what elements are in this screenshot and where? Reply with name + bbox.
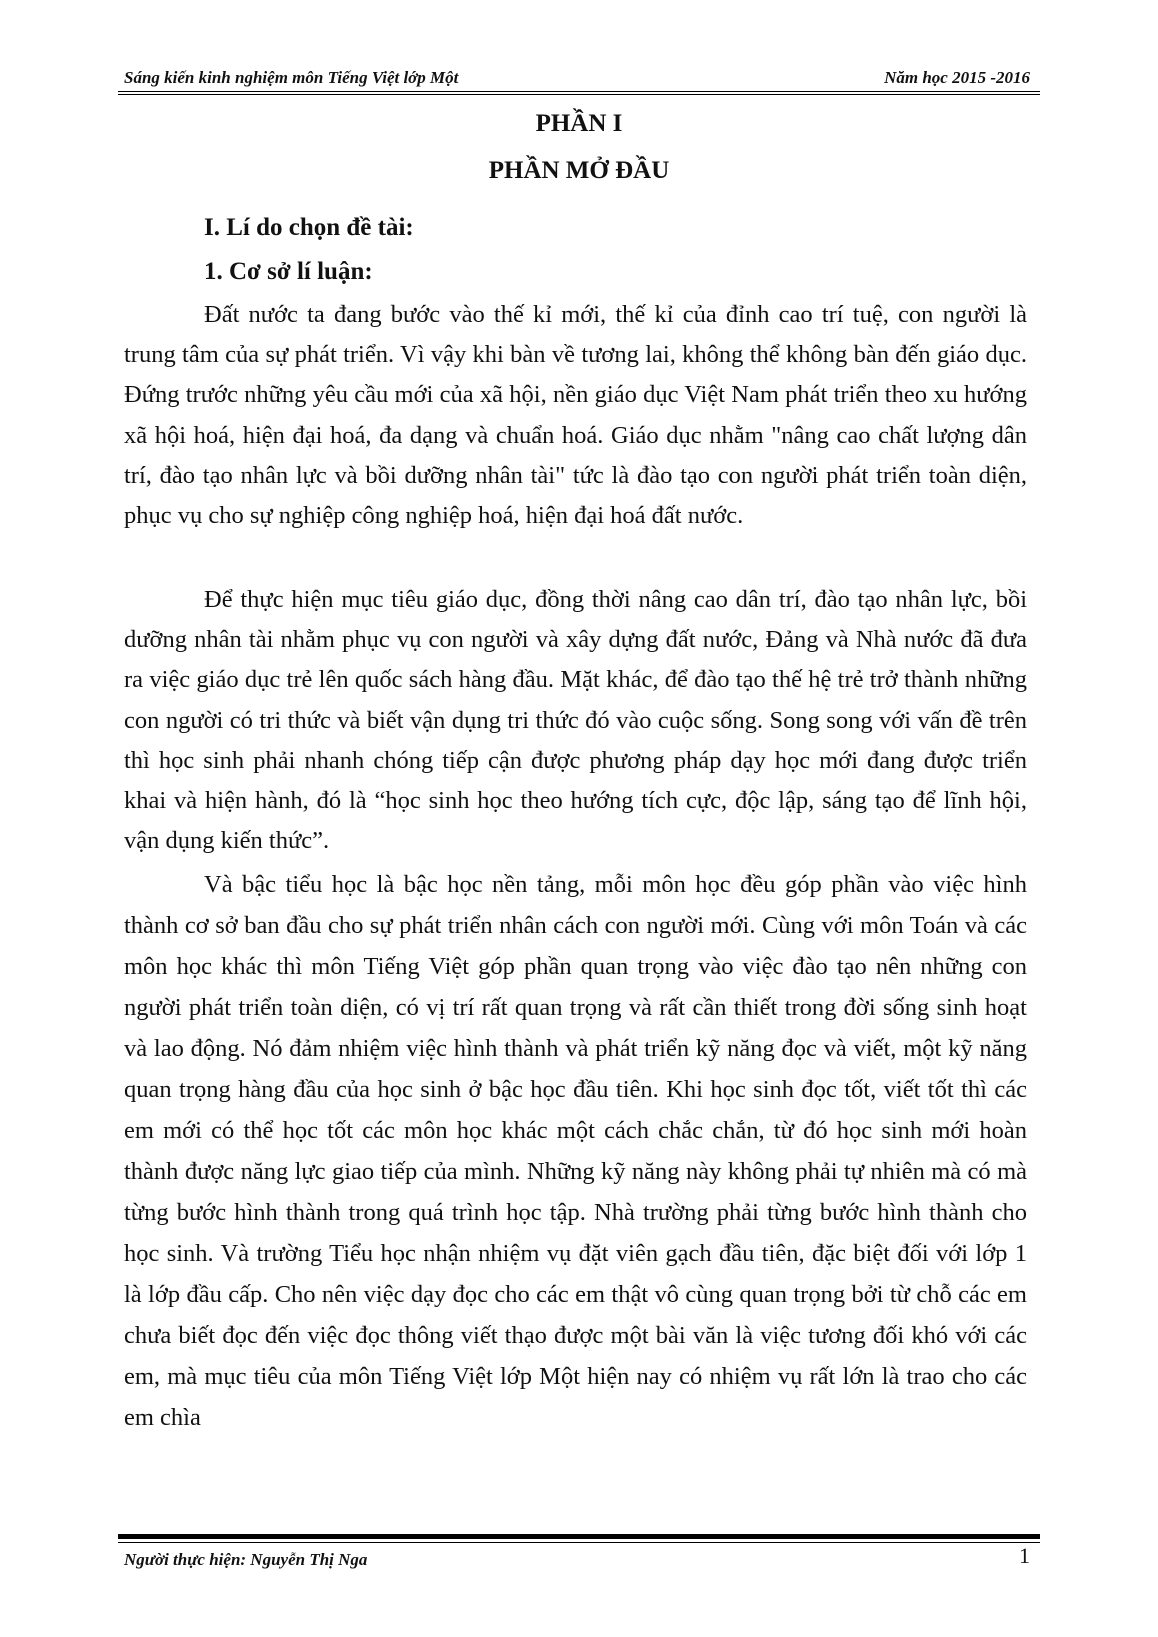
header-school-year: Năm học 2015 -2016 (884, 68, 1030, 87)
footer-author: Người thực hiện: Nguyễn Thị Nga (124, 1550, 368, 1569)
paragraph-text: Đất nước ta đang bước vào thế kỉ mới, thế kỉ của đỉnh cao trí tuệ, con người là trung tâm của sự phát triển. Vì vậy khi bàn về tương lai, không thể không bàn đến giáo dục. Đứng trước những yêu cầu mới của xã hội, nền giáo dục Việt Nam phát triển theo xu hướng xã hội hoá, hiện đại hoá, đa dạng và chuẩn hoá. Giáo dục nhằm "nâng cao chất lượng dân trí, đào tạo nhân lực và bồi dưỡng nhân tài" tức là đào tạo con người phát triển toàn diện, phục vụ cho sự nghiệp công nghiệp hoá, hiện đại hoá đất nước. (124, 301, 1027, 530)
heading-reason: I. Lí do chọn đề tài: (204, 214, 414, 241)
footer-divider (118, 1534, 1040, 1539)
header-divider (118, 91, 1040, 95)
paragraph-text: Để thực hiện mục tiêu giáo dục, đồng thời nâng cao dân trí, đào tạo nhân lực, bồi dưỡng nhân tài nhằm phục vụ con người và xây dựng đất nước, Đảng và Nhà nước đã đưa ra việc giáo dục trẻ lên quốc sách hàng đầu. Mặt khác, để đào tạo thế hệ trẻ trở thành những con người có tri thức và biết vận dụng tri thức đó vào cuộc sống. Song song với vấn đề trên thì học sinh phải nhanh chóng tiếp cận được phương pháp dạy học mới đang được triển khai và hiện hành, đó là “học sinh học theo hướng tích cực, độc lập, sáng tạo để lĩnh hội, vận dụng kiến thức”. (124, 586, 1027, 855)
part-title: PHẦN I (535, 110, 623, 137)
paragraph-text: Và bậc tiểu học là bậc học nền tảng, mỗi môn học đều góp phần vào việc hình thành cơ sở ban đầu cho sự phát triển nhân cách con người mới. Cùng với môn Toán và các môn học khác thì môn Tiếng Việt góp phần quan trọng vào việc đào tạo nên những con người phát triển toàn diện, có vị trí rất quan trọng và rất cần thiết trong đời sống sinh hoạt và lao động. Nó đảm nhiệm việc hình thành và phát triển kỹ năng đọc và viết, một kỹ năng quan trọng hàng đầu của học sinh ở bậc học đầu tiên. Khi học sinh đọc tốt, viết tốt thì các em mới có thể học tốt các môn học khác một cách chắc chắn, từ đó học sinh mới hoàn thành được năng lực giao tiếp của mình. Những kỹ năng này không phải tự nhiên mà có mà từng bước hình thành trong quá trình học tập. Nhà trường phải từng bước hình thành cho học sinh. Và trường Tiểu học nhận nhiệm vụ đặt viên gạch đầu tiên, đặc biệt đối với lớp 1 là lớp đầu cấp. Cho nên việc dạy đọc cho các em thật vô cùng quan trọng bởi từ chỗ các em chưa biết đọc đến việc đọc thông viết thạo được một bài văn là việc tương đối khó với các em, mà mục tiêu của môn Tiếng Việt lớp Một hiện nay có nhiệm vụ rất lớn là trao cho các em chìa (124, 871, 1027, 1431)
paragraph-3 (124, 864, 1027, 1438)
heading-theory: 1. Cơ sở lí luận: (204, 258, 373, 285)
paragraph-2 (124, 580, 1027, 861)
paragraph-1 (124, 295, 1027, 536)
header-document-title: Sáng kiến kinh nghiệm môn Tiếng Việt lớp Một (124, 68, 459, 87)
section-title: PHẦN MỞ ĐẦU (488, 157, 670, 184)
page-header (118, 62, 1040, 92)
page-number: 1 (1019, 1543, 1030, 1568)
footer-divider-thin (118, 1542, 1040, 1543)
